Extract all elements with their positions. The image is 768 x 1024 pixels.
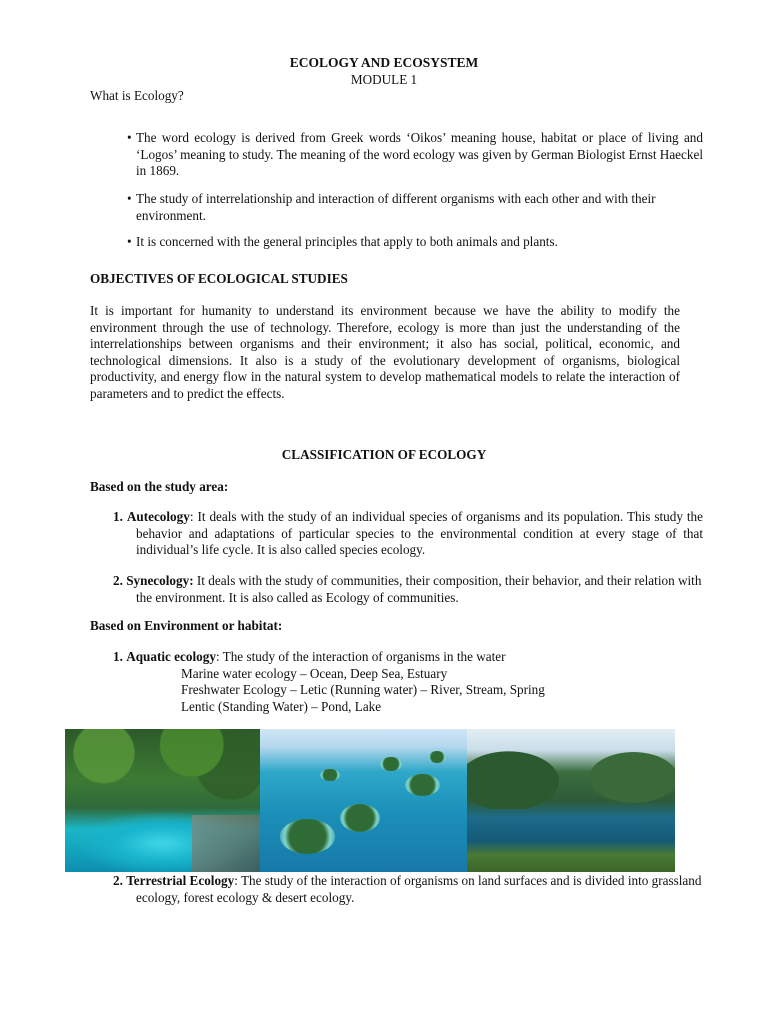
synecology-term: Synecology: — [126, 573, 194, 588]
terrestrial-ecology-term: Terrestrial Ecology — [126, 873, 235, 888]
intro-bullet-2: • The study of interrelationship and interaction of different organisms with each other and with their environment. — [127, 191, 656, 223]
islands-ocean-photo — [260, 729, 467, 872]
aquatic-ecology-term: Aquatic ecology — [126, 649, 216, 664]
habitat-label: Based on Environment or habitat: — [90, 618, 283, 633]
objectives-heading: OBJECTIVES OF ECOLOGICAL STUDIES — [90, 271, 348, 286]
classification-heading: CLASSIFICATION OF ECOLOGY — [281, 447, 487, 462]
mountain-lake-photo — [467, 729, 675, 872]
ecology-image-strip — [65, 729, 675, 872]
bullet-symbol: • — [127, 234, 132, 249]
aquatic-subitem-lentic: Lentic (Standing Water) – Pond, Lake — [181, 699, 382, 714]
aquatic-subitem-marine: Marine water ecology – Ocean, Deep Sea, Estuary — [181, 666, 448, 681]
synecology-item: 2. Synecology: It deals with the study of communities, their composition, their behavior, and their relation with the environment. It is also called as Ecology of communities. — [113, 573, 702, 605]
bullet-symbol: • — [127, 130, 132, 145]
aquatic-subitem-freshwater: Freshwater Ecology – Letic (Running water) – River, Stream, Spring — [181, 682, 545, 697]
objectives-paragraph: It is important for humanity to understand its environment because we have the ability to modify the environment through the use of technology. Therefore, ecology is more than just the understanding of the interrelationships between organisms and their environment; it also has social, political, economic, and technological dimensions. It also is a study of the evolutionary development of organisms, biological productivity, and energy flow in the natural system to develop mathematical models to relate the interaction of parameters and to predict the effects. — [90, 303, 680, 401]
intro-bullet-3: • It is concerned with the general principles that apply to both animals and plants. — [127, 234, 558, 249]
autecology-term: Autecology — [126, 509, 190, 524]
river-photo — [65, 729, 260, 872]
document-subtitle: MODULE 1 — [350, 72, 418, 87]
aquatic-ecology-item: 1. Aquatic ecology: The study of the interaction of organisms in the water — [113, 649, 506, 664]
terrestrial-ecology-item: 2. Terrestrial Ecology: The study of the interaction of organisms on land surfaces and is divided into grassland ecology, forest ecology & desert ecology. — [113, 873, 702, 905]
autecology-item: 1. Autecology: It deals with the study of an individual species of organisms and its population. This study the behavior and adaptations of particular species to the environmental condition at every stage of that individual’s life cycle. It is also called species ecology. — [113, 509, 704, 557]
intro-question: What is Ecology? — [90, 88, 184, 103]
bullet-symbol: • — [127, 191, 132, 206]
intro-bullet-1: • The word ecology is derived from Greek words ‘Oikos’ meaning house, habitat or place of living and ‘Logos’ meaning to study. The meaning of the word ecology was given by German Biologist Ernst Haeckel in 1869. — [127, 130, 703, 178]
study-area-label: Based on the study area: — [90, 479, 229, 494]
document-title: ECOLOGY AND ECOSYSTEM — [289, 55, 479, 70]
